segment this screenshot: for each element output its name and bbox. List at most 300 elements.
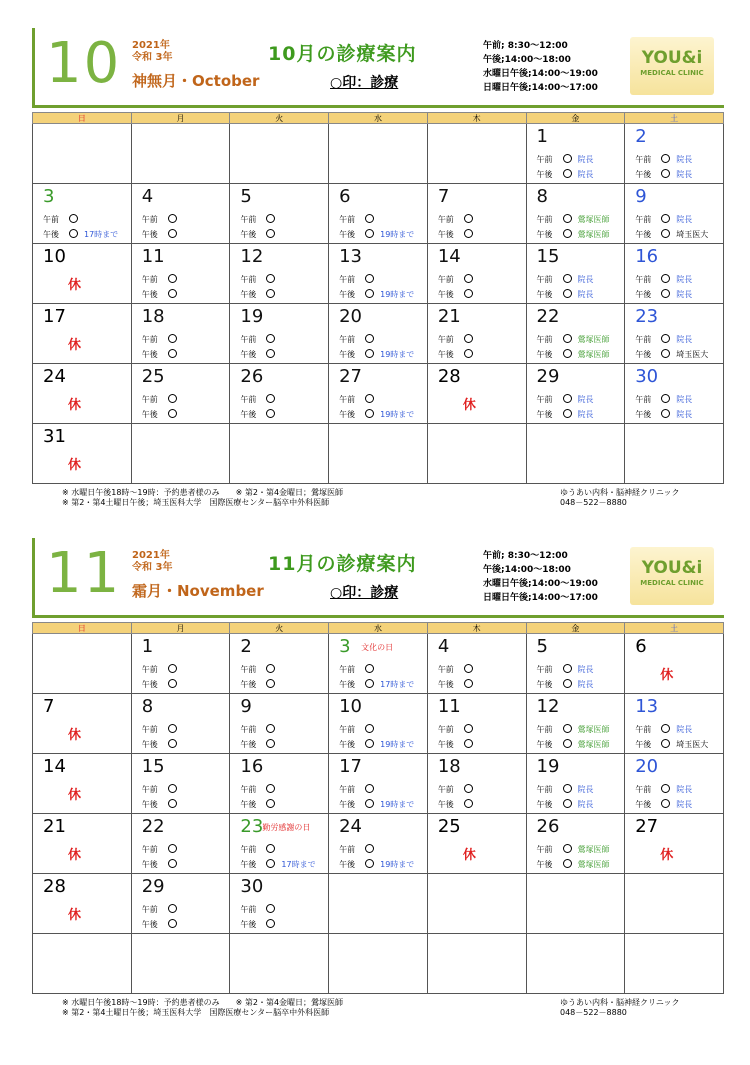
closed-label: 休 bbox=[68, 278, 82, 293]
closed-label: 休 bbox=[68, 398, 82, 413]
week-row bbox=[33, 424, 724, 484]
day-number: 7 bbox=[43, 696, 55, 717]
day-cell bbox=[329, 424, 428, 484]
day-cell bbox=[526, 184, 625, 244]
day-cell bbox=[625, 754, 724, 814]
am-row: 午前 bbox=[438, 724, 479, 735]
open-circle-icon bbox=[365, 679, 374, 688]
am-note: 院長 bbox=[676, 725, 693, 734]
open-circle-icon bbox=[168, 844, 177, 853]
holiday-label: 文化の日 bbox=[361, 643, 394, 652]
pm-row: 午後 院長 bbox=[536, 290, 594, 299]
open-circle-icon bbox=[464, 799, 473, 808]
am-row: 午前 bbox=[339, 274, 380, 285]
month-name: 神無月・October bbox=[132, 72, 260, 90]
pm-row: 午後 bbox=[240, 799, 281, 810]
open-circle-icon bbox=[266, 664, 275, 673]
day-number: 22 bbox=[141, 816, 165, 837]
am-row: 午前 bbox=[142, 394, 183, 405]
open-circle-icon bbox=[464, 334, 473, 343]
month-name: 霜月・November bbox=[132, 582, 264, 600]
am-row: 午前 bbox=[240, 844, 281, 855]
open-circle-icon bbox=[266, 724, 275, 733]
day-cell bbox=[230, 634, 329, 694]
day-cell bbox=[625, 694, 724, 754]
open-circle-icon bbox=[661, 784, 670, 793]
month-number: 11 bbox=[46, 541, 122, 606]
day-cell bbox=[427, 874, 526, 934]
day-cell bbox=[329, 634, 428, 694]
open-circle-icon bbox=[563, 394, 572, 403]
pm-note: 院長 bbox=[577, 680, 594, 689]
pm-row: 午後 19時まで bbox=[339, 410, 415, 419]
day-number: 19 bbox=[240, 306, 264, 327]
am-row: 午前 bbox=[142, 334, 183, 345]
month-november bbox=[0, 538, 750, 1017]
day-cell bbox=[625, 874, 724, 934]
day-cell bbox=[33, 364, 132, 424]
weekday-header bbox=[33, 623, 724, 634]
day-number: 13 bbox=[339, 246, 363, 267]
day-cell bbox=[33, 694, 132, 754]
open-circle-icon bbox=[168, 919, 177, 928]
day-number: 13 bbox=[635, 696, 659, 717]
day-number: 27 bbox=[339, 366, 363, 387]
day-cell bbox=[33, 424, 132, 484]
open-circle-icon bbox=[266, 919, 275, 928]
open-circle-icon bbox=[661, 409, 670, 418]
day-cell bbox=[526, 814, 625, 874]
am-row: 午前 院長 bbox=[635, 275, 693, 284]
header-accent-bar bbox=[32, 28, 35, 108]
day-number: 25 bbox=[141, 366, 165, 387]
am-row: 午前 bbox=[142, 784, 183, 795]
am-note: 鶯塚医師 bbox=[577, 725, 610, 734]
pm-row: 午後 19時まで bbox=[339, 350, 415, 359]
week-row bbox=[33, 874, 724, 934]
day-cell bbox=[230, 694, 329, 754]
weekday-label: 月 bbox=[131, 623, 230, 634]
clinic-hours bbox=[483, 39, 598, 95]
month-number: 10 bbox=[46, 31, 122, 96]
day-cell bbox=[329, 304, 428, 364]
am-note: 鶯塚医師 bbox=[577, 215, 610, 224]
pm-row: 午後 19時まで bbox=[339, 230, 415, 239]
hours-line: 午前; 8:30～12:00 bbox=[483, 551, 568, 561]
pm-note: 院長 bbox=[577, 800, 594, 809]
am-row: 午前 bbox=[240, 724, 281, 735]
am-row: 午前 bbox=[142, 274, 183, 285]
day-number: 18 bbox=[141, 306, 165, 327]
closed-label: 休 bbox=[660, 848, 674, 863]
day-cell bbox=[526, 934, 625, 994]
day-number: 11 bbox=[437, 696, 461, 717]
pm-row: 午後 bbox=[240, 409, 281, 420]
week-row bbox=[33, 244, 724, 304]
open-circle-icon bbox=[365, 859, 374, 868]
open-circle-icon bbox=[563, 214, 572, 223]
day-cell bbox=[329, 694, 428, 754]
day-cell bbox=[230, 754, 329, 814]
am-row: 午前 bbox=[240, 334, 281, 345]
open-circle-icon bbox=[365, 409, 374, 418]
pm-row: 午後 bbox=[142, 229, 183, 240]
day-cell bbox=[33, 874, 132, 934]
pm-row: 午後 院長 bbox=[536, 680, 594, 689]
pm-row: 午後 鶯塚医師 bbox=[536, 230, 610, 239]
day-number: 8 bbox=[536, 186, 548, 207]
pm-row: 午後 19時まで bbox=[339, 800, 415, 809]
day-number: 23 bbox=[240, 816, 264, 837]
day-cell bbox=[427, 244, 526, 304]
pm-row: 午後 19時まで bbox=[339, 860, 415, 869]
pm-row: 午後 19時まで bbox=[339, 290, 415, 299]
am-note: 院長 bbox=[676, 275, 693, 284]
day-cell bbox=[230, 424, 329, 484]
weekday-label: 木 bbox=[427, 623, 526, 634]
day-cell bbox=[329, 184, 428, 244]
footnotes: ※ 水曜日午後18時～19時：予約患者様のみ ※ 第2・第4金曜日；鶯塚医師 ※ 第2・第4土曜日午後；埼玉医科大学 国際医療センター脳卒中外科医師 bbox=[62, 998, 344, 1017]
open-circle-icon bbox=[661, 229, 670, 238]
day-cell bbox=[625, 304, 724, 364]
open-circle-icon bbox=[464, 784, 473, 793]
pm-row: 午後 17時まで bbox=[43, 230, 119, 239]
open-circle-icon bbox=[563, 724, 572, 733]
footnotes: ※ 水曜日午後18時～19時：予約患者様のみ ※ 第2・第4金曜日；鶯塚医師 ※ 第2・第4土曜日午後；埼玉医科大学 国際医療センター脳卒中外科医師 bbox=[62, 488, 344, 507]
pm-row: 午後 bbox=[438, 739, 479, 750]
pm-row: 午後 院長 bbox=[635, 800, 693, 809]
open-circle-icon bbox=[661, 289, 670, 298]
am-row: 午前 院長 bbox=[635, 335, 693, 344]
page-title: 11月の診療案内 bbox=[268, 553, 417, 575]
day-cell bbox=[427, 424, 526, 484]
day-cell bbox=[526, 634, 625, 694]
pm-note: 19時まで bbox=[380, 290, 415, 299]
clinic-name: ゆうあい内科・脳神経クリニック bbox=[560, 998, 680, 1007]
open-circle-icon bbox=[266, 679, 275, 688]
am-note: 院長 bbox=[577, 785, 594, 794]
am-note: 院長 bbox=[676, 155, 693, 164]
day-number: 23 bbox=[635, 306, 659, 327]
open-circle-icon bbox=[661, 349, 670, 358]
day-cell bbox=[230, 364, 329, 424]
closed-label: 休 bbox=[462, 398, 476, 413]
weekday-label: 月 bbox=[131, 113, 230, 124]
open-circle-icon bbox=[168, 394, 177, 403]
open-circle-icon bbox=[266, 409, 275, 418]
day-cell bbox=[131, 304, 230, 364]
day-number: 11 bbox=[141, 246, 165, 267]
am-row: 午前 bbox=[438, 214, 479, 225]
clinic-phone: 048－522－8880 bbox=[560, 498, 627, 507]
open-circle-icon bbox=[266, 859, 275, 868]
closed-label: 休 bbox=[68, 848, 82, 863]
pm-note: 19時まで bbox=[380, 230, 415, 239]
am-row: 午前 bbox=[240, 664, 281, 675]
am-row: 午前 bbox=[339, 394, 380, 405]
day-cell bbox=[329, 874, 428, 934]
hours-line: 日曜日午後;14:00～17:00 bbox=[483, 593, 598, 603]
pm-note: 19時まで bbox=[380, 350, 415, 359]
pm-row: 午後 bbox=[142, 679, 183, 690]
am-row: 午前 bbox=[240, 394, 281, 405]
open-circle-icon bbox=[563, 289, 572, 298]
open-circle-icon bbox=[266, 229, 275, 238]
pm-row: 午後 bbox=[142, 799, 183, 810]
open-circle-icon bbox=[365, 289, 374, 298]
am-row: 午前 院長 bbox=[635, 785, 693, 794]
am-row: 午前 bbox=[438, 274, 479, 285]
day-cell bbox=[625, 934, 724, 994]
open-circle-icon bbox=[563, 154, 572, 163]
day-number: 3 bbox=[43, 186, 55, 207]
day-number: 9 bbox=[240, 696, 252, 717]
open-circle-icon bbox=[266, 334, 275, 343]
open-circle-icon bbox=[563, 739, 572, 748]
open-circle-icon bbox=[464, 289, 473, 298]
day-number: 29 bbox=[536, 366, 560, 387]
am-row: 午前 鶯塚医師 bbox=[536, 335, 610, 344]
pm-note: 19時まで bbox=[380, 860, 415, 869]
day-number: 7 bbox=[437, 186, 450, 207]
pm-row: 午後 bbox=[240, 289, 281, 300]
day-number: 30 bbox=[635, 366, 659, 387]
day-cell bbox=[625, 364, 724, 424]
open-circle-icon bbox=[365, 214, 374, 223]
day-cell bbox=[33, 244, 132, 304]
clinic-name: ゆうあい内科・脳神経クリニック bbox=[560, 488, 680, 497]
open-circle-icon bbox=[266, 349, 275, 358]
open-circle-icon bbox=[168, 229, 177, 238]
day-cell bbox=[33, 754, 132, 814]
day-cell bbox=[427, 754, 526, 814]
day-cell bbox=[131, 244, 230, 304]
hours-line: 水曜日午後;14:00～19:00 bbox=[483, 69, 598, 79]
day-number: 31 bbox=[43, 426, 66, 447]
day-cell bbox=[230, 874, 329, 934]
day-number: 8 bbox=[141, 696, 154, 717]
clinic-phone: 048－522－8880 bbox=[560, 1008, 627, 1017]
am-note: 院長 bbox=[676, 395, 693, 404]
open-circle-icon bbox=[464, 679, 473, 688]
am-note: 院長 bbox=[676, 215, 693, 224]
am-row: 午前 bbox=[142, 664, 183, 675]
day-cell bbox=[329, 364, 428, 424]
pm-note: 鶯塚医師 bbox=[577, 350, 610, 359]
am-note: 院長 bbox=[577, 275, 594, 284]
am-row: 午前 院長 bbox=[536, 395, 594, 404]
pm-row: 午後 bbox=[240, 739, 281, 750]
day-number: 29 bbox=[141, 876, 165, 897]
day-cell bbox=[230, 304, 329, 364]
day-number: 15 bbox=[536, 246, 560, 267]
day-cell bbox=[526, 424, 625, 484]
pm-row: 午後 bbox=[240, 679, 281, 690]
am-row: 午前 bbox=[43, 214, 84, 225]
closed-label: 休 bbox=[462, 848, 476, 863]
open-circle-icon bbox=[168, 724, 177, 733]
open-circle-icon bbox=[168, 739, 177, 748]
pm-note: 19時まで bbox=[380, 740, 415, 749]
am-row: 午前 bbox=[240, 784, 281, 795]
open-circle-icon bbox=[563, 844, 572, 853]
day-cell bbox=[625, 814, 724, 874]
pm-note: 院長 bbox=[577, 290, 594, 299]
pm-note: 鶯塚医師 bbox=[577, 860, 610, 869]
clinic-contact bbox=[560, 998, 680, 1018]
day-number: 6 bbox=[635, 636, 647, 657]
week-row bbox=[33, 754, 724, 814]
open-circle-icon bbox=[365, 274, 374, 283]
day-cell bbox=[427, 124, 526, 184]
day-number: 14 bbox=[43, 756, 66, 777]
open-circle-icon bbox=[365, 784, 374, 793]
day-cell bbox=[427, 934, 526, 994]
open-circle-icon bbox=[168, 664, 177, 673]
open-circle-icon bbox=[266, 394, 275, 403]
day-cell bbox=[230, 244, 329, 304]
open-circle-icon bbox=[69, 214, 78, 223]
clinic-hours bbox=[483, 549, 598, 605]
am-row: 午前 bbox=[142, 844, 183, 855]
day-cell bbox=[526, 754, 625, 814]
week-row bbox=[33, 364, 724, 424]
weekday-label: 土 bbox=[625, 623, 724, 634]
weekday-label: 水 bbox=[329, 623, 428, 634]
am-row: 午前 bbox=[438, 664, 479, 675]
hours-line: 午前; 8:30～12:00 bbox=[483, 41, 568, 51]
day-number: 21 bbox=[437, 306, 461, 327]
open-circle-icon bbox=[365, 799, 374, 808]
open-circle-icon bbox=[168, 784, 177, 793]
am-row: 午前 bbox=[339, 844, 380, 855]
legend: ○印：診療 bbox=[330, 585, 399, 601]
pm-row: 午後 鶯塚医師 bbox=[536, 350, 610, 359]
am-row: 午前 bbox=[240, 214, 281, 225]
day-number: 24 bbox=[339, 816, 363, 837]
year-label: 2021年 令和 3年 bbox=[132, 40, 173, 63]
day-cell bbox=[131, 424, 230, 484]
clinic-logo: YOU&i MEDICAL CLINIC bbox=[630, 37, 714, 95]
open-circle-icon bbox=[563, 859, 572, 868]
am-note: 院長 bbox=[577, 155, 594, 164]
am-row: 午前 bbox=[240, 904, 281, 915]
pm-row: 午後 bbox=[240, 919, 281, 930]
day-cell bbox=[33, 124, 132, 184]
day-cell bbox=[230, 934, 329, 994]
open-circle-icon bbox=[563, 799, 572, 808]
weekday-label: 火 bbox=[230, 623, 329, 634]
open-circle-icon bbox=[266, 289, 275, 298]
day-cell bbox=[427, 304, 526, 364]
pm-row: 午後 bbox=[438, 229, 479, 240]
am-row: 午前 bbox=[339, 214, 380, 225]
hours-line: 日曜日午後;14:00～17:00 bbox=[483, 83, 598, 93]
open-circle-icon bbox=[168, 349, 177, 358]
hours-line: 水曜日午後;14:00～19:00 bbox=[483, 579, 598, 589]
am-row: 午前 院長 bbox=[635, 395, 693, 404]
open-circle-icon bbox=[168, 799, 177, 808]
day-cell bbox=[625, 424, 724, 484]
day-number: 5 bbox=[240, 186, 252, 207]
am-row: 午前 鶯塚医師 bbox=[536, 845, 610, 854]
day-cell bbox=[131, 364, 230, 424]
day-number: 25 bbox=[437, 816, 461, 837]
day-number: 2 bbox=[635, 126, 647, 147]
am-row: 午前 院長 bbox=[635, 215, 693, 224]
am-row: 午前 bbox=[438, 784, 479, 795]
day-cell bbox=[329, 244, 428, 304]
day-cell bbox=[526, 364, 625, 424]
open-circle-icon bbox=[365, 334, 374, 343]
open-circle-icon bbox=[563, 274, 572, 283]
closed-label: 休 bbox=[68, 728, 82, 743]
open-circle-icon bbox=[661, 154, 670, 163]
day-number: 1 bbox=[536, 126, 548, 147]
open-circle-icon bbox=[266, 904, 275, 913]
pm-row: 午後 bbox=[438, 799, 479, 810]
open-circle-icon bbox=[365, 724, 374, 733]
closed-label: 休 bbox=[68, 338, 82, 353]
open-circle-icon bbox=[266, 844, 275, 853]
closed-label: 休 bbox=[660, 668, 674, 683]
open-circle-icon bbox=[563, 229, 572, 238]
pm-row: 午後 院長 bbox=[536, 170, 594, 179]
open-circle-icon bbox=[69, 229, 78, 238]
open-circle-icon bbox=[365, 394, 374, 403]
day-cell bbox=[329, 934, 428, 994]
pm-row: 午後 鶯塚医師 bbox=[536, 860, 610, 869]
open-circle-icon bbox=[661, 799, 670, 808]
open-circle-icon bbox=[563, 409, 572, 418]
day-cell bbox=[33, 304, 132, 364]
open-circle-icon bbox=[661, 724, 670, 733]
open-circle-icon bbox=[563, 664, 572, 673]
day-cell bbox=[329, 754, 428, 814]
pm-row: 午後 埼玉医大 bbox=[635, 230, 709, 239]
am-row: 午前 bbox=[240, 274, 281, 285]
pm-row: 午後 bbox=[142, 919, 183, 930]
day-cell bbox=[131, 694, 230, 754]
month-october bbox=[0, 28, 750, 507]
open-circle-icon bbox=[168, 859, 177, 868]
header-accent-bar bbox=[32, 538, 35, 618]
day-cell bbox=[427, 814, 526, 874]
am-row: 午前 bbox=[438, 334, 479, 345]
open-circle-icon bbox=[563, 334, 572, 343]
year-label: 2021年 令和 3年 bbox=[132, 550, 173, 573]
pm-row: 午後 17時まで bbox=[339, 680, 415, 689]
am-row: 午前 bbox=[142, 724, 183, 735]
day-number: 26 bbox=[536, 816, 560, 837]
open-circle-icon bbox=[168, 904, 177, 913]
day-number: 22 bbox=[536, 306, 560, 327]
day-cell bbox=[230, 814, 329, 874]
pm-note: 院長 bbox=[676, 410, 693, 419]
pm-row: 午後 鶯塚医師 bbox=[536, 740, 610, 749]
open-circle-icon bbox=[168, 334, 177, 343]
pm-row: 午後 院長 bbox=[536, 800, 594, 809]
day-number: 28 bbox=[43, 876, 66, 897]
day-cell bbox=[33, 934, 132, 994]
page-title: 10月の診療案内 bbox=[268, 43, 417, 65]
pm-row: 午後 bbox=[240, 229, 281, 240]
day-number: 16 bbox=[635, 246, 659, 267]
open-circle-icon bbox=[365, 739, 374, 748]
open-circle-icon bbox=[266, 274, 275, 283]
am-note: 院長 bbox=[577, 665, 594, 674]
day-number: 17 bbox=[43, 306, 66, 327]
